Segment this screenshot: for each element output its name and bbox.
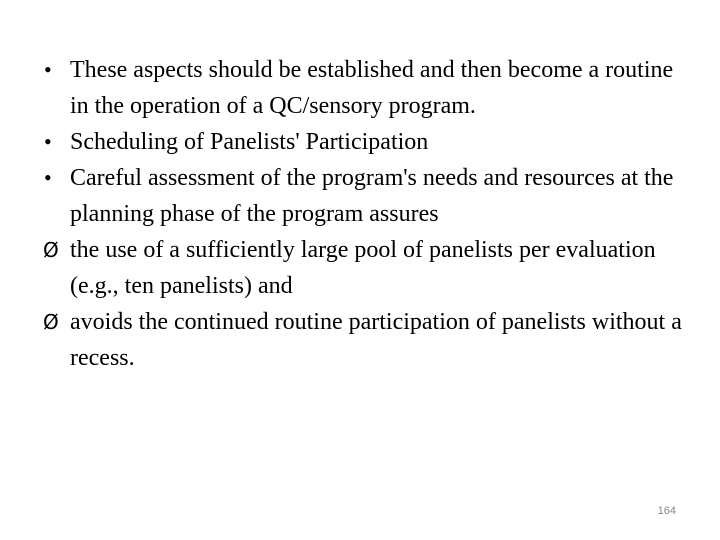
arrow-item [44, 304, 684, 376]
arrow-bullet-icon: Ø [43, 310, 59, 334]
bullet-item [44, 160, 684, 232]
bullet-icon: • [44, 165, 52, 190]
bullet-text: Careful assessment of the program's needs and resources at the planning phase of the program assures [70, 165, 674, 227]
page-number: 164 [657, 505, 676, 517]
bullet-text: Scheduling of Panelists' Participation [70, 129, 429, 155]
bullet-item [44, 52, 684, 124]
bullet-icon: • [44, 57, 52, 82]
bullet-item [44, 124, 684, 160]
arrow-item-text: avoids the continued routine participation of panelists without a recess. [70, 309, 682, 371]
bullet-text: These aspects should be established and then become a routine in the operation of a QC/sensory program. [70, 57, 674, 119]
arrow-bullet-icon: Ø [43, 238, 59, 262]
arrow-item [44, 232, 684, 304]
slide-body [44, 52, 684, 376]
arrow-item-text: the use of a sufficiently large pool of panelists per evaluation (e.g., ten panelists) and [70, 237, 656, 299]
bullet-icon: • [44, 129, 52, 154]
